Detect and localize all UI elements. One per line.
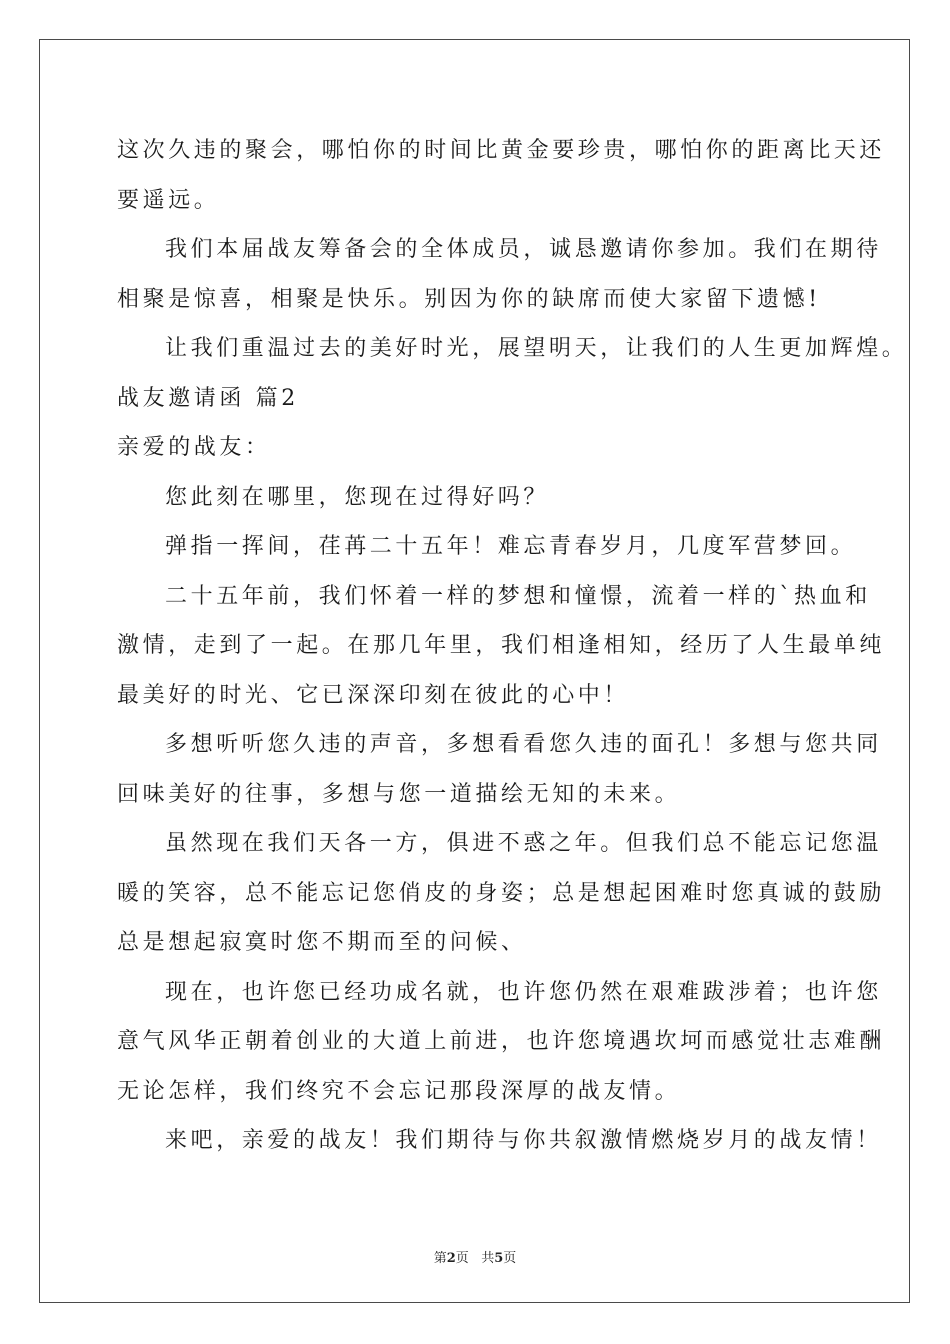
text-line: 现在，也许您已经功成名就，也许您仍然在艰难跋涉着；也许您 xyxy=(165,979,882,1005)
text-line: 总是想起寂寞时您不期而至的问候、 xyxy=(117,930,527,955)
text-line: 让我们重温过去的美好时光，展望明天，让我们的人生更加辉煌。 xyxy=(165,336,908,361)
text-line: 这次久违的聚会，哪怕你的时间比黄金要珍贵，哪怕你的距离比天还 xyxy=(117,138,886,163)
footer-prefix: 第 xyxy=(433,1251,447,1266)
text-line: 激情，走到了一起。在那几年里，我们相逢相知，经历了人生最单纯 xyxy=(117,633,886,658)
text-line: 虽然现在我们天各一方，俱进不惑之年。但我们总不能忘记您温 xyxy=(165,831,882,856)
footer-total-prefix: 共 xyxy=(481,1251,495,1266)
text-line: 意气风华正朝着创业的大道上前进，也许您境遇坎坷而感觉壮志难酬 xyxy=(117,1029,886,1054)
text-line: 我们本届战友筹备会的全体成员，诚恳邀请你参加。我们在期待 xyxy=(165,237,882,262)
current-page-number: 2 xyxy=(446,1251,456,1266)
text-line: 二十五年前，我们怀着一样的梦想和憧憬，流着一样的`热血和 xyxy=(165,583,871,609)
text-line: 回味美好的往事，多想与您一道描绘无知的未来。 xyxy=(117,781,681,807)
text-line: 无论怎样，我们终究不会忘记那段深厚的战友情。 xyxy=(117,1078,681,1104)
footer-page-suffix: 页 xyxy=(455,1251,469,1266)
text-line: 暖的笑容，总不能忘记您俏皮的身姿；总是想起困难时您真诚的鼓励 xyxy=(117,880,886,906)
text-line: 相聚是惊喜，相聚是快乐。别因为你的缺席而使大家留下遗憾! xyxy=(117,286,821,312)
footer-total-suffix: 页 xyxy=(503,1251,517,1266)
section-heading: 战友邀请函 篇2 xyxy=(117,385,299,411)
total-pages-number: 5 xyxy=(494,1251,504,1266)
text-line: 您此刻在哪里，您现在过得好吗？ xyxy=(165,484,550,510)
text-line: 最美好的时光、它已深深印刻在彼此的心中！ xyxy=(117,682,630,708)
text-line: 弹指一挥间，荏苒二十五年！难忘青春岁月，几度军营梦回。 xyxy=(165,534,857,559)
salutation: 亲爱的战友： xyxy=(117,435,271,460)
page-footer xyxy=(0,1247,950,1266)
text-line: 多想听听您久违的声音，多想看看您久违的面孔！多想与您共同 xyxy=(165,732,882,757)
text-line: 要遥远。 xyxy=(117,187,220,213)
document-body xyxy=(117,126,908,1166)
text-line: 来吧，亲爱的战友！我们期待与你共叙激情燃烧岁月的战友情！ xyxy=(165,1128,882,1153)
